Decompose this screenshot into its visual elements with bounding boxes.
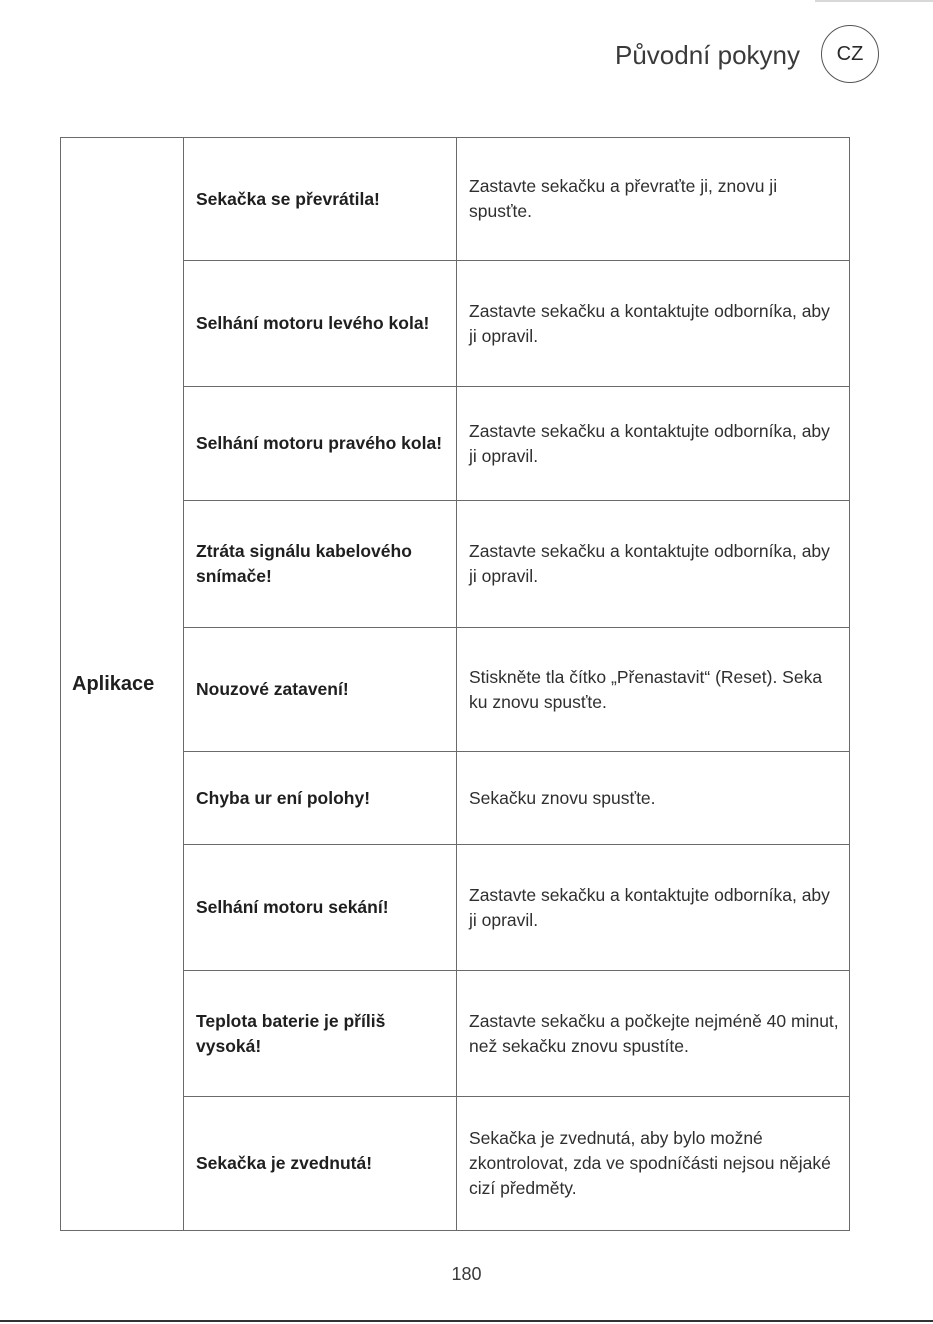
- action-cell: Zastavte sekačku a převraťte ji, znovu ji spusťte.: [457, 138, 850, 261]
- message-cell: Nouzové zatavení!: [184, 628, 457, 752]
- message-cell: Ztráta signálu kabelového snímače!: [184, 501, 457, 628]
- action-cell: Zastavte sekačku a počkejte nejméně 40 minut, než sekačku znovu spustíte.: [457, 971, 850, 1097]
- action-cell: Sekačku znovu spusťte.: [457, 752, 850, 845]
- category-cell: Aplikace: [61, 138, 184, 1231]
- message-cell: Sekačka je zvednutá!: [184, 1097, 457, 1231]
- action-cell: Zastavte sekačku a kontaktujte odborníka, aby ji opravil.: [457, 261, 850, 387]
- message-cell: Chyba ur ení polohy!: [184, 752, 457, 845]
- action-cell: Zastavte sekačku a kontaktujte odborníka, aby ji opravil.: [457, 845, 850, 971]
- message-cell: Selhání motoru levého kola!: [184, 261, 457, 387]
- bottom-edge-line: [0, 1320, 933, 1322]
- page-number: 180: [451, 1264, 482, 1284]
- action-cell: Zastavte sekačku a kontaktujte odborníka, aby ji opravil.: [457, 387, 850, 501]
- message-cell: Teplota baterie je příliš vysoká!: [184, 971, 457, 1097]
- top-edge-line: [815, 0, 933, 2]
- action-cell: Sekačka je zvednutá, aby bylo možné zkontrolovat, zda ve spodníčásti nejsou nějaké cizí předměty.: [457, 1097, 850, 1231]
- troubleshooting-table: [60, 137, 850, 1231]
- language-badge: CZ: [821, 25, 879, 83]
- page-header-title: Původní pokyny: [614, 40, 800, 70]
- table-row: [61, 138, 850, 261]
- action-cell: Zastavte sekačku a kontaktujte odborníka, aby ji opravil.: [457, 501, 850, 628]
- action-cell: Stiskněte tla čítko „Přenastavit“ (Reset). Seka ku znovu spusťte.: [457, 628, 850, 752]
- message-cell: Sekačka se převrátila!: [184, 138, 457, 261]
- message-cell: Selhání motoru pravého kola!: [184, 387, 457, 501]
- message-cell: Selhání motoru sekání!: [184, 845, 457, 971]
